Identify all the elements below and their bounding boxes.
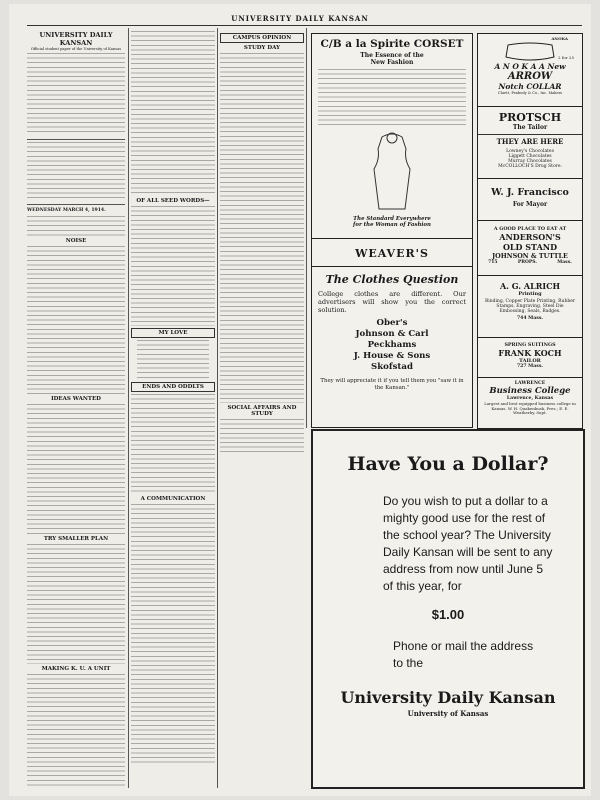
anderson-ad-l4: JOHNSON & TUTTLE <box>492 252 568 260</box>
corset-ad-sub2: New Fashion <box>370 59 414 66</box>
anderson-ad-props: PROPS. <box>517 260 537 265</box>
clothes-ad-title: The Clothes Question <box>325 273 459 286</box>
editorial-text <box>27 246 125 394</box>
dollar-ad <box>311 429 585 789</box>
poem-text <box>131 340 215 380</box>
article-heading: STUDY DAY <box>243 45 281 51</box>
anderson-ad <box>477 220 583 277</box>
notice-box <box>27 139 125 205</box>
arrow-ad-line3: Notch COLLAR <box>498 82 562 91</box>
paper-subtitle: Official student paper of the University of Kansas <box>30 47 122 51</box>
paper-name: UNIVERSITY DAILY KANSAN <box>39 31 113 47</box>
article-heading: ENDS AND ODDLTS <box>131 382 215 392</box>
editorial-heading: NOISE <box>65 238 87 244</box>
alrich-ad-body: Binding, Copper Plate Printing, Rubber Stamps, Engraving, Steel Die Embossing, Seals, Badges. <box>484 299 576 314</box>
article-heading: A COMMUNICATION <box>140 496 206 502</box>
newspaper-page <box>9 4 591 796</box>
issue-date: WEDNESDAY MARCH 4, 1914. <box>27 208 106 213</box>
koch-ad-top: SPRING SUITINGS <box>504 342 556 348</box>
business-college-ad <box>477 377 583 429</box>
column-rule <box>128 28 129 788</box>
anderson-ad-addr: 715 <box>488 260 498 265</box>
quote-text <box>27 216 125 236</box>
anderson-ad-l2: ANDERSON'S <box>499 232 561 242</box>
masthead: UNIVERSITY DAILY KANSAN <box>231 14 369 23</box>
business-ad-top: LAWRENCE <box>514 381 546 386</box>
clothes-ad-body: College clothes are different. Our advertisers will show you the correct solution. <box>318 290 466 314</box>
editorial-text <box>27 674 125 786</box>
article-heading: SOCIAL AFFAIRS AND STUDY <box>227 405 297 417</box>
arrow-ad-brand: ANOKA <box>551 36 568 41</box>
article-text <box>131 504 215 764</box>
column-1 <box>27 31 125 786</box>
editorial-heading: MAKING K. U. A UNIT <box>41 666 111 672</box>
staff-list <box>27 53 125 135</box>
clothes-ad-store: Peckhams <box>367 340 417 350</box>
arrow-collar-ad <box>477 33 583 108</box>
clothes-ad-store: Johnson & Carl <box>355 329 429 339</box>
article-text <box>131 394 215 494</box>
protsch-ad-item: Liggett Chocolates <box>508 154 552 159</box>
corset-ad-slogan: The Standard Everywhere <box>353 216 431 222</box>
dollar-ad-name: University Daily Kansan <box>340 688 556 707</box>
corset-ad-title: C/B a la Spirite CORSET <box>320 38 464 50</box>
protsch-ad-tag: THEY ARE HERE <box>478 134 582 146</box>
alrich-ad-addr: 744 Mass. <box>516 316 544 321</box>
poem-heading: MY LOVE <box>131 328 215 338</box>
article-text <box>220 53 304 403</box>
article-text <box>131 206 215 326</box>
arrow-ad-price: 2 for 25 <box>558 55 574 60</box>
koch-ad-sub: TAILOR <box>519 358 541 364</box>
clothes-ad-footer: They will appreciate it if you tell them you "saw it in the Kansan." <box>320 378 464 391</box>
corset-ad-text <box>318 69 466 129</box>
editorial-text <box>27 404 125 534</box>
column-rule <box>217 28 218 788</box>
dollar-ad-body: Do you wish to put a dollar to a mighty good use for the rest of the school year? The University Daily Kansan will be sent to any address from now until June 5 of this year, for <box>383 494 553 593</box>
dollar-ad-phone: Phone or mail the address to the <box>393 639 534 670</box>
business-ad-body: Largest and best equipped business college in Kansas. W. H. Quakenbush, Pres.; E. E. Weatherby, Supt. <box>484 401 576 416</box>
arrow-ad-maker: Cluett, Peabody & Co., Inc. Makers <box>497 91 563 95</box>
weavers-ad-title: WEAVER'S <box>355 246 429 260</box>
editorial-heading: TRY SMALLER PLAN <box>43 536 109 542</box>
anderson-ad-mass: Mass. <box>557 260 572 265</box>
dollar-ad-price: $1.00 <box>431 607 465 622</box>
alrich-ad-name: A. G. ALRICH <box>499 281 561 291</box>
corset-ad-slogan2: for the Woman of Fashion <box>353 222 431 228</box>
protsch-ad <box>477 106 583 180</box>
column-3 <box>220 31 304 786</box>
weavers-ad <box>311 238 473 268</box>
francisco-ad <box>477 178 583 222</box>
koch-ad <box>477 337 583 379</box>
alrich-ad <box>477 275 583 339</box>
alrich-ad-sub: Printing <box>518 291 542 297</box>
arrow-ad-line2: ARROW <box>507 71 553 82</box>
anderson-ad-footer <box>478 260 582 265</box>
corset-ad-sub: The Essence of the <box>360 52 424 59</box>
article-text <box>131 31 215 196</box>
arrow-ad-line1: A N O K A A New <box>494 62 566 71</box>
clothes-ad-store: Skofstad <box>371 362 413 372</box>
clothes-ad-store: J. House & Sons <box>353 351 431 361</box>
anderson-ad-l3: OLD STAND <box>502 242 558 252</box>
dollar-ad-sub: University of Kansas <box>407 709 489 718</box>
protsch-ad-name: PROTSCH <box>498 111 562 124</box>
clothes-ad-store: Ober's <box>376 318 408 328</box>
koch-ad-name: FRANK KOCH <box>498 348 562 358</box>
article-heading: OF ALL SEED WORDS— <box>136 198 210 204</box>
francisco-ad-name: W. J. Francisco <box>491 187 569 198</box>
protsch-ad-sub: The Tailor <box>512 124 548 131</box>
column-rule <box>306 28 307 428</box>
article-text <box>220 419 304 454</box>
anderson-ad-l1: A GOOD PLACE TO EAT AT <box>493 226 567 232</box>
article-heading: CAMPUS OPINION <box>220 33 304 43</box>
column-2 <box>131 31 215 786</box>
masthead-rule <box>27 25 582 26</box>
editorial-text <box>27 544 125 664</box>
protsch-ad-item: McCOLLOCH'S Drug Store. <box>498 164 562 169</box>
protsch-ad-item: Lowney's Chocolates <box>506 149 554 154</box>
business-ad-name: Business College <box>489 386 571 396</box>
corset-figure-icon <box>312 132 472 212</box>
francisco-ad-sub: For Mayor <box>512 201 548 208</box>
business-ad-sub: Lawrence, Kansas <box>506 396 554 401</box>
koch-ad-addr: 727 Mass. <box>516 364 544 369</box>
editorial-heading: IDEAS WANTED <box>51 396 101 402</box>
clothes-question-ad <box>311 266 473 428</box>
protsch-ad-item: Murray Chocolates <box>508 159 552 164</box>
dollar-ad-title: Have You a Dollar? <box>347 453 549 475</box>
corset-ad <box>311 33 473 240</box>
